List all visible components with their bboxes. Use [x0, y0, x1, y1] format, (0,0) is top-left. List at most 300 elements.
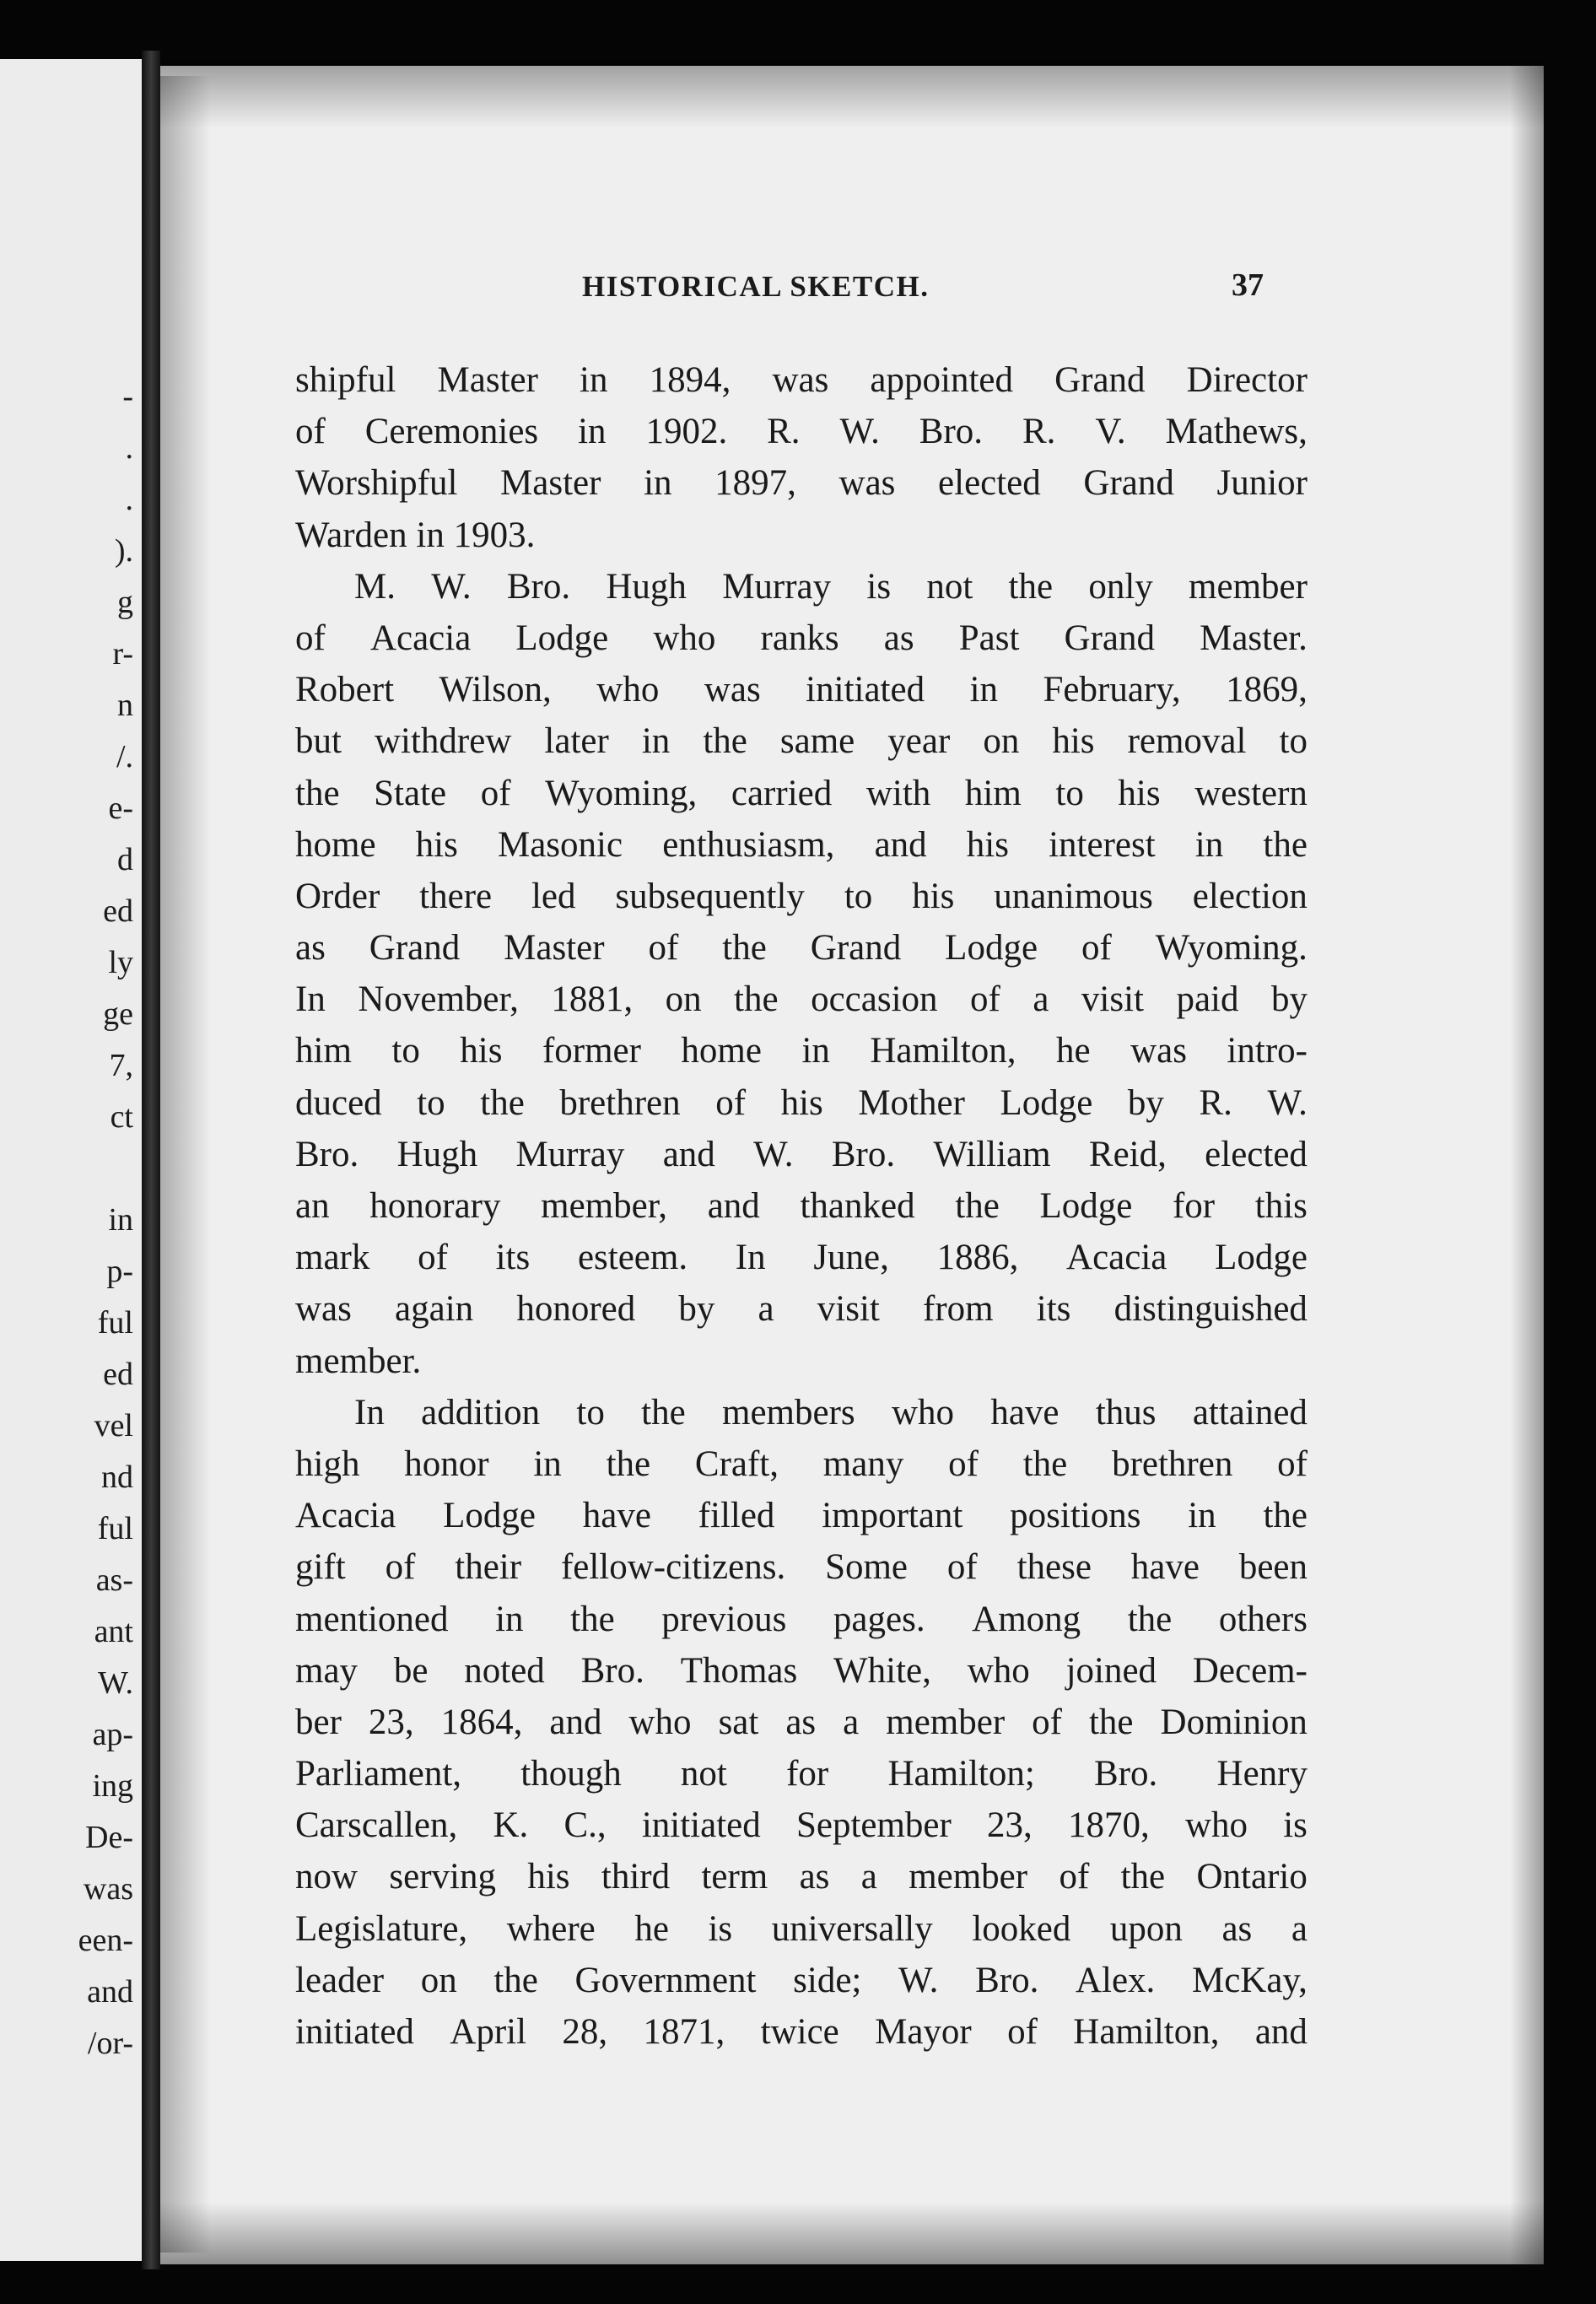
- word: Parliament,: [295, 1754, 462, 1794]
- word: in: [801, 1031, 830, 1071]
- word: member: [1189, 566, 1308, 607]
- word: Decem-: [1192, 1650, 1308, 1691]
- word: former: [542, 1031, 641, 1071]
- word: there: [419, 876, 493, 916]
- facing-page-line-fragments: [32, 371, 133, 2069]
- word: as: [1221, 1908, 1253, 1949]
- word: as: [295, 928, 326, 969]
- word: honored: [516, 1289, 636, 1330]
- word: Wilson,: [439, 670, 552, 710]
- word: Mathews,: [1165, 412, 1308, 452]
- book-gutter: [142, 51, 160, 2269]
- word: to: [1055, 773, 1084, 813]
- word: McKay,: [1191, 1960, 1308, 2000]
- word: only: [1088, 566, 1153, 607]
- word: Legislature,: [295, 1908, 468, 1949]
- word: twice: [760, 2012, 839, 2052]
- word: intro-: [1227, 1031, 1308, 1071]
- word: Bro.: [580, 1650, 644, 1691]
- word: 23,: [368, 1702, 414, 1742]
- text-line: [295, 871, 1308, 922]
- word: and: [662, 1134, 715, 1174]
- word: Past: [958, 618, 1020, 658]
- word: the: [1120, 1857, 1166, 1897]
- word: be: [393, 1650, 429, 1691]
- word: initiated: [295, 2012, 414, 2052]
- word: he: [1056, 1031, 1091, 1071]
- word: Lodge: [1039, 1186, 1133, 1226]
- word: November,: [358, 979, 519, 1020]
- word: the: [641, 1392, 686, 1433]
- word: Master: [500, 463, 601, 504]
- word: enthusiasm,: [662, 824, 835, 865]
- word: W.: [1267, 1082, 1308, 1123]
- word: to: [1279, 721, 1308, 762]
- word: on: [665, 979, 702, 1020]
- word: Murray: [722, 566, 832, 607]
- word: home: [295, 824, 376, 865]
- word: who: [653, 618, 716, 658]
- word: W.: [839, 412, 880, 452]
- word: the: [1088, 1702, 1134, 1742]
- word: for: [1172, 1186, 1216, 1226]
- fragment-line: r-: [112, 636, 133, 672]
- word: as: [785, 1702, 817, 1742]
- word: Robert: [295, 670, 395, 710]
- word: September: [795, 1805, 952, 1846]
- word: his: [780, 1082, 823, 1123]
- word: Hamilton,: [1073, 2012, 1220, 2052]
- word: unanimous: [994, 876, 1153, 916]
- word: this: [1254, 1186, 1308, 1226]
- fragment-line: e-: [108, 790, 133, 826]
- word: honorary: [369, 1186, 501, 1226]
- word: Some: [825, 1547, 909, 1588]
- word: of: [1007, 2012, 1038, 2052]
- word: but: [295, 721, 342, 762]
- fragment-line: .: [125, 430, 133, 466]
- fragment-line: ed: [103, 1357, 133, 1392]
- word: him: [295, 1031, 352, 1071]
- word: R.: [1022, 412, 1056, 452]
- word: to: [391, 1031, 420, 1071]
- fragment-line: p-: [106, 1254, 133, 1289]
- text-line: [295, 1077, 1308, 1129]
- text-line: [295, 922, 1308, 974]
- word: mentioned: [295, 1599, 449, 1639]
- word: 1894,: [649, 360, 731, 400]
- word: a: [1291, 1908, 1308, 1949]
- word: Alex.: [1075, 1960, 1156, 2000]
- fragment-line: and: [87, 1974, 133, 2010]
- word: Acacia: [295, 1496, 396, 1536]
- word: was: [704, 670, 761, 710]
- word: leader: [295, 1960, 385, 2000]
- word: though: [520, 1754, 622, 1794]
- word: elected: [1205, 1134, 1308, 1174]
- word: Acacia: [1066, 1238, 1167, 1278]
- text-line: [295, 974, 1308, 1025]
- word: the: [734, 979, 779, 1020]
- word: White,: [833, 1650, 931, 1691]
- word: Ontario: [1196, 1857, 1308, 1897]
- word: C.,: [563, 1805, 607, 1846]
- word: Thomas: [680, 1650, 798, 1691]
- word: esteem.: [577, 1238, 688, 1278]
- fragment-line: een-: [78, 1923, 133, 1958]
- fragment-line: d: [117, 842, 133, 877]
- word: his: [460, 1031, 503, 1071]
- word: Henry: [1216, 1754, 1308, 1794]
- text-line: [295, 561, 1308, 612]
- word: led: [531, 876, 576, 916]
- text-line: [295, 1799, 1308, 1851]
- word: serving: [389, 1857, 496, 1897]
- word: Acacia: [369, 618, 472, 658]
- word: 1864,: [440, 1702, 523, 1742]
- word: positions: [1010, 1496, 1141, 1536]
- word: Hugh: [606, 566, 687, 607]
- word: Bro.: [1094, 1754, 1158, 1794]
- fragment-line: 7,: [109, 1048, 133, 1083]
- fragment-line: [32, 1143, 133, 1195]
- word: have: [990, 1392, 1060, 1433]
- word: his: [415, 824, 458, 865]
- word: W.: [753, 1134, 794, 1174]
- word: Bro.: [831, 1134, 896, 1174]
- word: Bro.: [975, 1960, 1039, 2000]
- word: ranks: [760, 618, 839, 658]
- fragment-line: g: [117, 585, 133, 620]
- word: its: [1036, 1289, 1071, 1330]
- fragment-line: nd: [101, 1460, 133, 1495]
- word: thanked: [800, 1186, 915, 1226]
- text-line: [295, 1232, 1308, 1283]
- word: Hamilton,: [870, 1031, 1016, 1071]
- fragment-line: ap-: [92, 1717, 133, 1752]
- word: important: [822, 1496, 963, 1536]
- word: the: [1008, 566, 1054, 607]
- word: removal: [1127, 721, 1247, 762]
- word: Grand: [1083, 463, 1174, 504]
- fragment-line: -: [122, 379, 133, 414]
- fragment-line: ge: [103, 996, 133, 1032]
- text-line: [295, 1180, 1308, 1232]
- word: brethren: [1112, 1443, 1233, 1484]
- word: the: [493, 1960, 538, 2000]
- word: of: [648, 928, 679, 969]
- word: as: [799, 1857, 830, 1897]
- word: thus: [1095, 1392, 1157, 1433]
- word: Wyoming,: [545, 773, 698, 813]
- word: Master: [437, 360, 538, 400]
- word: Grand: [1054, 360, 1146, 400]
- word: of: [295, 618, 326, 658]
- word: an: [295, 1186, 330, 1226]
- word: In: [354, 1392, 385, 1433]
- word: from: [923, 1289, 994, 1330]
- word: these: [1016, 1547, 1092, 1588]
- word: honor: [404, 1443, 489, 1484]
- word: again: [395, 1289, 474, 1330]
- word: of: [948, 1443, 979, 1484]
- text-line: [295, 1387, 1308, 1438]
- word: in: [1188, 1496, 1216, 1536]
- word: Hugh: [396, 1134, 478, 1174]
- word: paid: [1176, 979, 1239, 1020]
- word: visit: [1081, 979, 1144, 1020]
- word: of: [1059, 1857, 1090, 1897]
- word: pages.: [833, 1599, 925, 1639]
- word: Carscallen,: [295, 1805, 458, 1846]
- word: ber: [295, 1702, 342, 1742]
- word: the: [703, 721, 747, 762]
- page-top-shadow: [160, 61, 1544, 128]
- word: where: [506, 1908, 596, 1949]
- word: Lodge: [443, 1496, 536, 1536]
- text-line: [295, 1438, 1308, 1490]
- word: members: [722, 1392, 855, 1433]
- word: term: [701, 1857, 768, 1897]
- word: was: [1130, 1031, 1187, 1071]
- word: year: [887, 721, 951, 762]
- fragment-line: ly: [108, 945, 133, 980]
- word: 1897,: [714, 463, 796, 504]
- fragment-line: vel: [94, 1408, 133, 1443]
- word: February,: [1043, 670, 1181, 710]
- word: Among: [972, 1599, 1081, 1639]
- word: now: [295, 1857, 359, 1897]
- word: in: [969, 670, 999, 710]
- fragment-line: W.: [98, 1665, 133, 1701]
- word: of: [1032, 1702, 1062, 1742]
- word: fellow-citizens.: [560, 1547, 786, 1588]
- text-line: [295, 1541, 1308, 1593]
- word: shipful: [295, 360, 396, 400]
- word: K.: [493, 1805, 529, 1846]
- word: the: [1263, 824, 1308, 865]
- word: the: [295, 773, 340, 813]
- running-title: HISTORICAL SKETCH.: [582, 270, 930, 303]
- text-line: Warden in 1903.: [295, 515, 536, 555]
- word: Government: [574, 1960, 757, 2000]
- word: withdrew: [374, 721, 512, 762]
- text-line: [295, 1645, 1308, 1697]
- word: in: [644, 463, 672, 504]
- fragment-line: was: [83, 1871, 133, 1907]
- fragment-line: /.: [116, 739, 133, 774]
- word: a: [860, 1857, 877, 1897]
- text-line: [295, 354, 1308, 406]
- word: a: [843, 1702, 860, 1742]
- fragment-line: ful: [97, 1511, 133, 1546]
- word: W.: [431, 566, 472, 607]
- word: initiated: [641, 1805, 761, 1846]
- text-line: [295, 406, 1308, 457]
- word: he: [634, 1908, 669, 1949]
- word: is: [708, 1908, 733, 1949]
- word: the: [570, 1599, 615, 1639]
- word: the: [955, 1186, 1000, 1226]
- word: Grand: [369, 928, 461, 969]
- word: W.: [898, 1960, 939, 2000]
- word: of: [1277, 1443, 1308, 1484]
- word: April: [450, 2012, 527, 2052]
- text-line: [295, 715, 1308, 767]
- word: Master.: [1200, 618, 1308, 658]
- word: with: [865, 773, 931, 813]
- word: appointed: [870, 360, 1013, 400]
- word: later: [544, 721, 609, 762]
- word: Lodge: [1000, 1082, 1093, 1123]
- word: member,: [541, 1186, 668, 1226]
- word: 23,: [987, 1805, 1033, 1846]
- text-line: [295, 612, 1308, 664]
- word: V.: [1095, 412, 1126, 452]
- word: was: [838, 463, 896, 504]
- word: Masonic: [497, 824, 623, 865]
- text-line: [295, 1490, 1308, 1541]
- word: on: [420, 1960, 457, 2000]
- text-line: [295, 1748, 1308, 1799]
- word: and: [549, 1702, 602, 1742]
- word: in: [495, 1599, 524, 1639]
- word: Lodge: [515, 618, 609, 658]
- word: who: [596, 670, 660, 710]
- word: by: [1127, 1082, 1164, 1123]
- word: a: [758, 1289, 774, 1330]
- word: R.: [767, 412, 801, 452]
- word: William: [933, 1134, 1051, 1174]
- word: addition: [421, 1392, 541, 1433]
- word: who: [967, 1650, 1030, 1691]
- word: was: [772, 360, 829, 400]
- word: of: [715, 1082, 747, 1123]
- word: to: [576, 1392, 605, 1433]
- text-line: [295, 1955, 1308, 2006]
- word: Bro.: [295, 1134, 359, 1174]
- word: member: [909, 1857, 1028, 1897]
- text-line: [295, 1025, 1308, 1076]
- fragment-line: ant: [94, 1614, 133, 1649]
- word: 1902.: [645, 412, 728, 452]
- word: have: [1130, 1547, 1200, 1588]
- word: filled: [698, 1496, 775, 1536]
- page-right-shadow: [1510, 66, 1544, 2264]
- word: Grand: [1064, 618, 1155, 658]
- text-line: [295, 1594, 1308, 1645]
- word: his: [1118, 773, 1161, 813]
- word: high: [295, 1443, 360, 1484]
- word: State: [374, 773, 447, 813]
- word: side;: [793, 1960, 862, 2000]
- word: and: [874, 824, 927, 865]
- word: as: [883, 618, 914, 658]
- word: third: [601, 1857, 671, 1897]
- word: Wyoming.: [1155, 928, 1308, 969]
- word: been: [1238, 1547, 1308, 1588]
- word: western: [1194, 773, 1308, 813]
- word: carried: [731, 773, 833, 813]
- word: Bro.: [919, 412, 984, 452]
- word: have: [582, 1496, 651, 1536]
- word: 1886,: [936, 1238, 1019, 1278]
- word: election: [1192, 876, 1308, 916]
- word: Junior: [1216, 463, 1308, 504]
- word: Worshipful: [295, 463, 458, 504]
- word: in: [578, 412, 607, 452]
- word: in: [580, 360, 608, 400]
- word: the: [1127, 1599, 1173, 1639]
- word: to: [417, 1082, 445, 1123]
- fragment-line: ing: [92, 1768, 133, 1804]
- fragment-line: n: [117, 688, 133, 723]
- word: interest: [1049, 824, 1156, 865]
- word: Mother: [858, 1082, 965, 1123]
- word: of: [480, 773, 511, 813]
- text-line: [295, 768, 1308, 819]
- word: mark: [295, 1238, 370, 1278]
- page-number: 37: [1232, 267, 1264, 303]
- word: duced: [295, 1082, 382, 1123]
- word: Ceremonies: [364, 412, 539, 452]
- word: who: [1184, 1805, 1248, 1846]
- word: 1881,: [551, 979, 634, 1020]
- word: may: [295, 1650, 359, 1691]
- word: R.: [1199, 1082, 1232, 1123]
- word: for: [786, 1754, 829, 1794]
- word: others: [1218, 1599, 1308, 1639]
- word: of: [946, 1547, 978, 1588]
- word: Grand: [810, 928, 902, 969]
- word: the: [722, 928, 767, 969]
- text-line: [295, 1697, 1308, 1748]
- word: his: [527, 1857, 570, 1897]
- word: 1871,: [643, 2012, 725, 2052]
- word: M.: [354, 566, 396, 607]
- word: Reid,: [1088, 1134, 1167, 1174]
- word: previous: [661, 1599, 787, 1639]
- fragment-line: De-: [85, 1820, 133, 1855]
- text-line: [295, 1283, 1308, 1335]
- body-text: [295, 354, 1308, 2058]
- word: noted: [464, 1650, 545, 1691]
- fragment-line: .: [125, 482, 133, 517]
- text-line: [295, 457, 1308, 509]
- word: is: [1283, 1805, 1308, 1846]
- word: home: [681, 1031, 762, 1071]
- word: In: [295, 979, 326, 1020]
- text-line: [295, 1903, 1308, 1955]
- text-line: [295, 2006, 1308, 2058]
- word: 1870,: [1068, 1805, 1150, 1846]
- fragment-line: /or-: [87, 2026, 133, 2061]
- word: who: [891, 1392, 955, 1433]
- gutter-shadow: [160, 76, 211, 2253]
- word: joined: [1065, 1650, 1157, 1691]
- word: Hamilton;: [887, 1754, 1035, 1794]
- word: to: [844, 876, 873, 916]
- word: 1869,: [1226, 670, 1308, 710]
- word: attained: [1192, 1392, 1308, 1433]
- fragment-line: in: [108, 1202, 133, 1238]
- text-line: [295, 1851, 1308, 1902]
- word: on: [983, 721, 1020, 762]
- word: his: [1052, 721, 1095, 762]
- word: Director: [1186, 360, 1308, 400]
- text-line: [295, 1129, 1308, 1180]
- word: of: [970, 979, 1000, 1020]
